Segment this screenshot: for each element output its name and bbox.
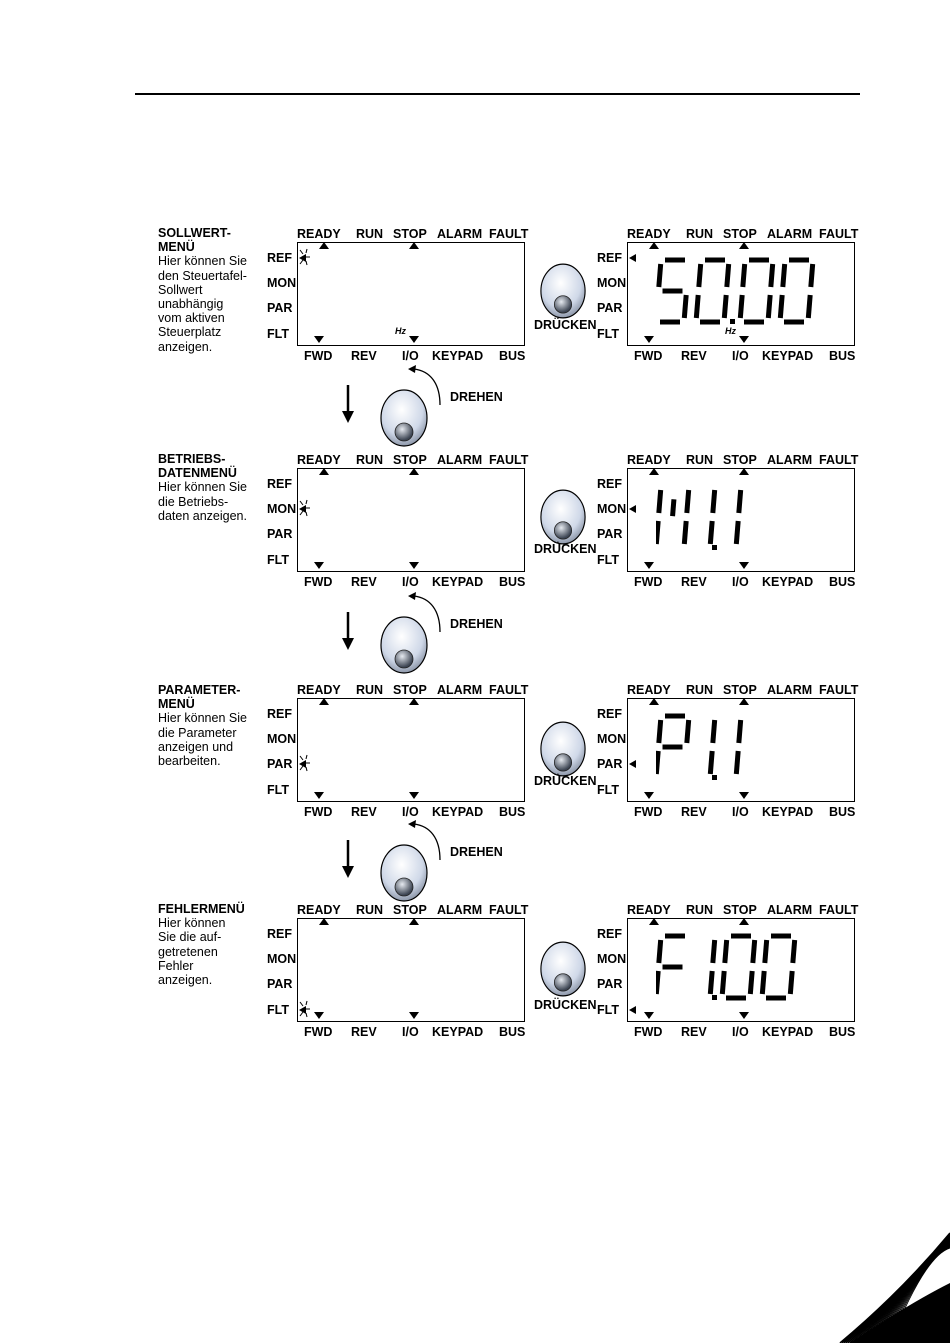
lcd-panel-value	[596, 453, 859, 589]
segment-digit	[710, 720, 714, 774]
direction-label-bus: BUS	[499, 349, 526, 363]
fwd-indicator-triangle	[644, 336, 654, 343]
direction-label-fwd: FWD	[304, 349, 333, 363]
side-label-flt: FLT	[597, 783, 619, 797]
down-arrow-icon	[341, 612, 355, 652]
side-label-mon: MON	[597, 732, 627, 746]
side-label-ref: REF	[597, 477, 622, 491]
direction-label-rev: REV	[681, 805, 707, 819]
direction-label-fwd: FWD	[304, 805, 333, 819]
status-label-run: RUN	[686, 227, 714, 241]
direction-label-io: I/O	[402, 575, 419, 589]
fwd-indicator-triangle	[314, 792, 324, 799]
press-label: DRÜCKEN	[534, 318, 597, 332]
status-label-stop: STOP	[723, 903, 757, 917]
side-label-ref: REF	[267, 477, 292, 491]
segment-digit	[736, 490, 740, 544]
status-label-alarm: ALARM	[437, 227, 483, 241]
menu-body-line: bearbeiten.	[158, 754, 221, 769]
status-label-ready: READY	[627, 453, 671, 467]
lcd-panel-menu	[266, 683, 529, 819]
menu-body-line: unabhängig	[158, 297, 224, 312]
direction-label-rev: REV	[681, 349, 707, 363]
down-arrow-icon	[341, 385, 355, 425]
ready-indicator-triangle	[319, 918, 329, 925]
status-label-fault: FAULT	[819, 453, 859, 467]
menu-body-line: Hier können Sie	[158, 254, 247, 269]
menu-title-line: BETRIEBS-	[158, 452, 226, 466]
direction-label-bus: BUS	[499, 575, 526, 589]
ready-indicator-triangle	[649, 918, 659, 925]
turn-label: DREHEN	[450, 845, 503, 859]
direction-label-io: I/O	[402, 805, 419, 819]
segment-digit	[696, 260, 728, 322]
stop-indicator-triangle	[409, 918, 419, 925]
blink-indicator-icon	[296, 247, 312, 267]
status-label-alarm: ALARM	[437, 453, 483, 467]
direction-label-io: I/O	[402, 349, 419, 363]
side-label-flt: FLT	[597, 553, 619, 567]
segment-digit	[656, 490, 688, 544]
side-label-mon: MON	[267, 502, 297, 516]
segment-digit	[656, 936, 685, 994]
menu-body-line: vom aktiven	[158, 311, 225, 326]
decimal-point	[730, 319, 735, 324]
control-knob-icon[interactable]	[539, 488, 587, 546]
segment-digit	[656, 716, 688, 774]
status-label-ready: READY	[627, 903, 671, 917]
status-label-fault: FAULT	[819, 227, 859, 241]
status-label-ready: READY	[627, 683, 671, 697]
direction-label-fwd: FWD	[634, 575, 663, 589]
corner-logo-graphic	[720, 1203, 950, 1343]
direction-label-io: I/O	[732, 575, 749, 589]
direction-label-keypad: KEYPAD	[432, 805, 484, 819]
lcd-frame	[297, 242, 525, 346]
status-label-fault: FAULT	[489, 903, 529, 917]
status-label-stop: STOP	[723, 227, 757, 241]
io-indicator-triangle	[739, 1012, 749, 1019]
direction-label-fwd: FWD	[634, 349, 663, 363]
direction-label-bus: BUS	[499, 805, 526, 819]
status-label-run: RUN	[356, 903, 384, 917]
side-label-par: PAR	[597, 527, 623, 541]
side-label-mon: MON	[267, 732, 297, 746]
ready-indicator-triangle	[649, 468, 659, 475]
stop-indicator-triangle	[409, 242, 419, 249]
control-knob-icon[interactable]	[539, 940, 587, 998]
rotate-arrow-icon	[408, 818, 444, 862]
lcd-panel-value	[596, 903, 859, 1039]
stop-indicator-triangle	[739, 242, 749, 249]
side-label-par: PAR	[267, 301, 293, 315]
status-label-run: RUN	[356, 683, 384, 697]
direction-label-keypad: KEYPAD	[432, 575, 484, 589]
direction-label-keypad: KEYPAD	[762, 1025, 814, 1039]
status-label-alarm: ALARM	[437, 683, 483, 697]
turn-label: DREHEN	[450, 390, 503, 404]
menu-body-line: anzeigen.	[158, 339, 213, 354]
menu-description	[158, 902, 245, 987]
down-arrow-icon	[341, 840, 355, 880]
direction-label-rev: REV	[351, 1025, 377, 1039]
side-label-flt: FLT	[267, 1003, 289, 1017]
side-label-flt: FLT	[267, 327, 289, 341]
blink-indicator-icon	[296, 753, 312, 773]
stop-indicator-triangle	[739, 468, 749, 475]
side-label-flt: FLT	[597, 327, 619, 341]
segment-digit	[710, 490, 714, 544]
direction-label-bus: BUS	[829, 1025, 856, 1039]
ready-indicator-triangle	[319, 242, 329, 249]
decimal-point	[712, 545, 717, 550]
direction-label-keypad: KEYPAD	[432, 349, 484, 363]
menu-title-line: PARAMETER-	[158, 683, 241, 697]
status-label-fault: FAULT	[489, 453, 529, 467]
status-label-stop: STOP	[393, 683, 427, 697]
side-label-mon: MON	[597, 276, 627, 290]
control-knob-icon[interactable]	[539, 262, 587, 320]
press-label: DRÜCKEN	[534, 542, 597, 556]
hz-unit-label: Hz	[725, 326, 736, 336]
fwd-indicator-triangle	[644, 1012, 654, 1019]
io-indicator-triangle	[409, 336, 419, 343]
status-label-stop: STOP	[393, 903, 427, 917]
side-label-ref: REF	[267, 251, 292, 265]
menu-body-line: Hier können	[158, 916, 226, 931]
segment-digit	[736, 720, 740, 774]
ready-indicator-triangle	[649, 698, 659, 705]
menu-body-line: Fehler	[158, 958, 194, 973]
press-label: DRÜCKEN	[534, 998, 597, 1012]
fwd-indicator-triangle	[314, 336, 324, 343]
direction-label-bus: BUS	[829, 805, 856, 819]
direction-label-io: I/O	[402, 1025, 419, 1039]
fwd-indicator-triangle	[644, 562, 654, 569]
menu-body-line: die Betriebs-	[158, 494, 229, 509]
status-label-ready: READY	[297, 227, 341, 241]
menu-body-line: Hier können Sie	[158, 711, 247, 726]
lcd-frame	[297, 468, 525, 572]
menu-body-line: Sie die auf-	[158, 930, 222, 945]
menu-body-line: den Steuertafel-	[158, 268, 247, 283]
decimal-point	[712, 775, 717, 780]
stop-indicator-triangle	[409, 698, 419, 705]
status-label-run: RUN	[686, 683, 714, 697]
stop-indicator-triangle	[739, 698, 749, 705]
segment-digit	[659, 260, 686, 322]
menu-body-line: daten anzeigen.	[158, 508, 247, 523]
status-label-run: RUN	[356, 227, 384, 241]
control-knob-icon[interactable]	[539, 720, 587, 778]
seven-segment-display	[656, 708, 856, 788]
direction-label-fwd: FWD	[304, 575, 333, 589]
menu-body-line: Hier können Sie	[158, 480, 247, 495]
blink-indicator-icon	[296, 498, 312, 518]
direction-label-bus: BUS	[829, 349, 856, 363]
stop-indicator-triangle	[409, 468, 419, 475]
lcd-panel-value	[596, 683, 859, 819]
lcd-frame	[297, 918, 525, 1022]
direction-label-io: I/O	[732, 805, 749, 819]
active-menu-arrow	[629, 505, 636, 513]
fwd-indicator-triangle	[314, 562, 324, 569]
side-label-par: PAR	[597, 301, 623, 315]
direction-label-bus: BUS	[499, 1025, 526, 1039]
side-label-ref: REF	[597, 251, 622, 265]
turn-label: DREHEN	[450, 617, 503, 631]
direction-label-fwd: FWD	[634, 805, 663, 819]
side-label-mon: MON	[597, 952, 627, 966]
menu-body-line: die Parameter	[158, 725, 237, 740]
status-label-stop: STOP	[393, 227, 427, 241]
direction-label-bus: BUS	[829, 575, 856, 589]
side-label-mon: MON	[267, 276, 297, 290]
lcd-panel-menu	[266, 903, 529, 1039]
direction-label-rev: REV	[681, 1025, 707, 1039]
status-label-run: RUN	[686, 903, 714, 917]
rotate-arrow-icon	[408, 590, 444, 634]
direction-label-fwd: FWD	[634, 1025, 663, 1039]
io-indicator-triangle	[409, 1012, 419, 1019]
direction-label-io: I/O	[732, 1025, 749, 1039]
menu-body-line: Sollwert	[158, 282, 203, 297]
menu-body-line: Steuerplatz	[158, 325, 222, 340]
direction-label-rev: REV	[351, 349, 377, 363]
direction-label-keypad: KEYPAD	[432, 1025, 484, 1039]
fwd-indicator-triangle	[644, 792, 654, 799]
io-indicator-triangle	[409, 792, 419, 799]
menu-title-line: MENÜ	[158, 240, 195, 255]
lcd-panel-value	[596, 227, 859, 363]
side-label-par: PAR	[267, 977, 293, 991]
stop-indicator-triangle	[739, 918, 749, 925]
io-indicator-triangle	[409, 562, 419, 569]
active-menu-arrow	[629, 254, 636, 262]
menu-description	[158, 683, 247, 768]
io-indicator-triangle	[739, 562, 749, 569]
status-label-fault: FAULT	[819, 683, 859, 697]
side-label-mon: MON	[597, 502, 627, 516]
blink-indicator-icon	[296, 999, 312, 1019]
side-label-flt: FLT	[267, 783, 289, 797]
side-label-mon: MON	[267, 952, 297, 966]
direction-label-rev: REV	[351, 575, 377, 589]
menu-body-line: anzeigen.	[158, 973, 213, 988]
active-menu-arrow	[629, 760, 636, 768]
status-label-stop: STOP	[723, 683, 757, 697]
menu-title-line: DATENMENÜ	[158, 466, 237, 481]
side-label-par: PAR	[597, 757, 623, 771]
ready-indicator-triangle	[319, 468, 329, 475]
segment-digit	[780, 260, 812, 322]
side-label-ref: REF	[267, 927, 292, 941]
menu-title-line: FEHLERMENÜ	[158, 902, 245, 916]
status-label-ready: READY	[297, 453, 341, 467]
decimal-point	[712, 995, 717, 1000]
status-label-fault: FAULT	[489, 227, 529, 241]
status-label-alarm: ALARM	[437, 903, 483, 917]
rotate-arrow-icon	[408, 363, 444, 407]
fwd-indicator-triangle	[314, 1012, 324, 1019]
side-label-flt: FLT	[597, 1003, 619, 1017]
io-indicator-triangle	[739, 336, 749, 343]
io-indicator-triangle	[739, 792, 749, 799]
lcd-panel-menu	[266, 227, 529, 363]
status-label-alarm: ALARM	[767, 227, 813, 241]
side-label-ref: REF	[597, 927, 622, 941]
side-label-par: PAR	[597, 977, 623, 991]
menu-description	[158, 226, 247, 354]
direction-label-keypad: KEYPAD	[762, 805, 814, 819]
ready-indicator-triangle	[319, 698, 329, 705]
lcd-frame	[297, 698, 525, 802]
menu-body-line: anzeigen und	[158, 739, 234, 754]
segment-digit	[710, 940, 714, 994]
active-menu-arrow	[629, 1006, 636, 1014]
side-label-ref: REF	[267, 707, 292, 721]
side-label-par: PAR	[267, 757, 293, 771]
status-label-alarm: ALARM	[767, 453, 813, 467]
direction-label-keypad: KEYPAD	[762, 575, 814, 589]
status-label-alarm: ALARM	[767, 903, 813, 917]
side-label-ref: REF	[597, 707, 622, 721]
segment-digit	[762, 936, 794, 998]
status-label-ready: READY	[297, 903, 341, 917]
menu-description	[158, 452, 247, 523]
press-label: DRÜCKEN	[534, 774, 597, 788]
lcd-panel-menu	[266, 453, 529, 589]
side-label-flt: FLT	[267, 553, 289, 567]
status-label-alarm: ALARM	[767, 683, 813, 697]
hz-unit-label: Hz	[395, 326, 406, 336]
direction-label-io: I/O	[732, 349, 749, 363]
status-label-fault: FAULT	[819, 903, 859, 917]
status-label-run: RUN	[356, 453, 384, 467]
segment-digit	[722, 936, 754, 998]
menu-title-line: MENÜ	[158, 697, 195, 712]
seven-segment-display	[656, 252, 856, 332]
direction-label-rev: REV	[351, 805, 377, 819]
segment-digit	[740, 260, 772, 322]
seven-segment-display	[656, 928, 856, 1008]
status-label-ready: READY	[627, 227, 671, 241]
seven-segment-display	[656, 478, 856, 558]
menu-title-line: SOLLWERT-	[158, 226, 231, 240]
side-label-par: PAR	[267, 527, 293, 541]
status-label-ready: READY	[297, 683, 341, 697]
menu-body-line: getretenen	[158, 944, 218, 959]
header-rule	[135, 93, 860, 95]
status-label-stop: STOP	[723, 453, 757, 467]
direction-label-keypad: KEYPAD	[762, 349, 814, 363]
status-label-run: RUN	[686, 453, 714, 467]
direction-label-fwd: FWD	[304, 1025, 333, 1039]
status-label-stop: STOP	[393, 453, 427, 467]
ready-indicator-triangle	[649, 242, 659, 249]
direction-label-rev: REV	[681, 575, 707, 589]
status-label-fault: FAULT	[489, 683, 529, 697]
